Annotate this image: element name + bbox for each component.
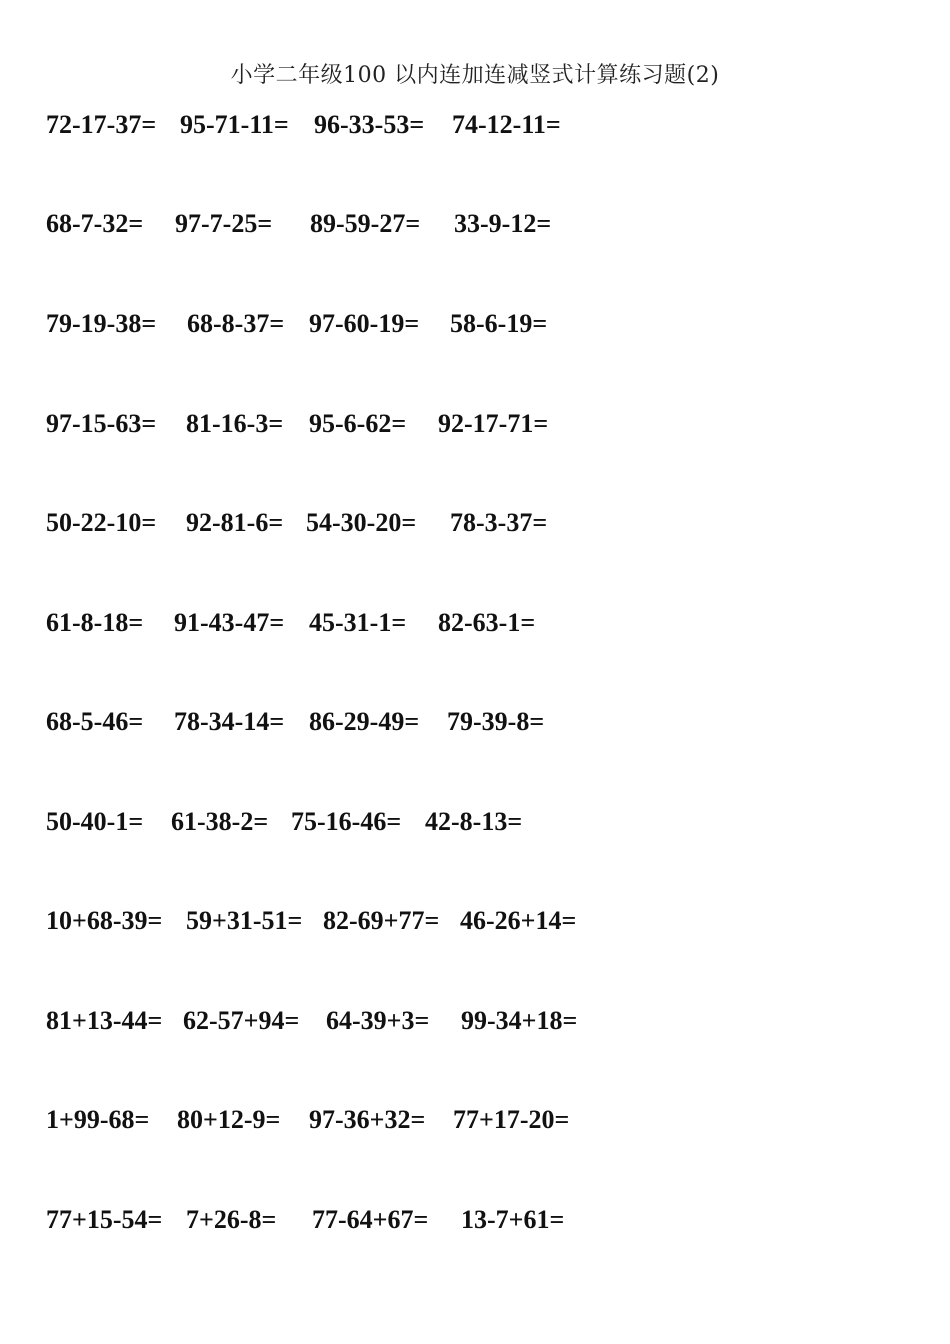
problem: 91-43-47= [174, 608, 285, 637]
problem: 97-60-19= [309, 309, 420, 338]
problem: 81+13-44= [46, 1006, 163, 1035]
problem: 99-34+18= [461, 1006, 578, 1035]
problem: 68-8-37= [187, 309, 285, 338]
problem: 68-7-32= [46, 209, 144, 238]
problem: 92-17-71= [438, 409, 549, 438]
problem: 33-9-12= [454, 209, 552, 238]
problem: 59+31-51= [186, 906, 303, 935]
problem: 95-71-11= [180, 110, 289, 139]
problem: 79-39-8= [447, 707, 545, 736]
problem: 7+26-8= [186, 1205, 277, 1234]
problem: 92-81-6= [186, 508, 284, 537]
problem: 54-30-20= [306, 508, 417, 537]
problem: 46-26+14= [460, 906, 577, 935]
problem: 77+15-54= [46, 1205, 163, 1234]
problem: 13-7+61= [461, 1205, 565, 1234]
page-title: 小学二年级100 以内连加连减竖式计算练习题(2) [230, 63, 720, 88]
problem: 50-22-10= [46, 508, 157, 537]
problem: 78-34-14= [174, 707, 285, 736]
problem: 89-59-27= [310, 209, 421, 238]
problem: 82-63-1= [438, 608, 536, 637]
problem: 45-31-1= [309, 608, 407, 637]
problem: 79-19-38= [46, 309, 157, 338]
problem: 78-3-37= [450, 508, 548, 537]
problem: 61-38-2= [171, 807, 269, 836]
problem: 1+99-68= [46, 1105, 150, 1134]
problem: 97-7-25= [175, 209, 273, 238]
problem: 50-40-1= [46, 807, 144, 836]
problem: 68-5-46= [46, 707, 144, 736]
problem: 62-57+94= [183, 1006, 300, 1035]
problem: 64-39+3= [326, 1006, 430, 1035]
problem: 72-17-37= [46, 110, 157, 139]
problem: 96-33-53= [314, 110, 425, 139]
problem: 74-12-11= [452, 110, 561, 139]
problem: 95-6-62= [309, 409, 407, 438]
problem: 97-15-63= [46, 409, 157, 438]
problem: 77-64+67= [312, 1205, 429, 1234]
problem: 58-6-19= [450, 309, 548, 338]
problem: 97-36+32= [309, 1105, 426, 1134]
problem: 81-16-3= [186, 409, 284, 438]
problem: 42-8-13= [425, 807, 523, 836]
problem: 82-69+77= [323, 906, 440, 935]
problem: 75-16-46= [291, 807, 402, 836]
problem: 61-8-18= [46, 608, 144, 637]
problem: 77+17-20= [453, 1105, 570, 1134]
problem: 10+68-39= [46, 906, 163, 935]
problem: 80+12-9= [177, 1105, 281, 1134]
problem: 86-29-49= [309, 707, 420, 736]
